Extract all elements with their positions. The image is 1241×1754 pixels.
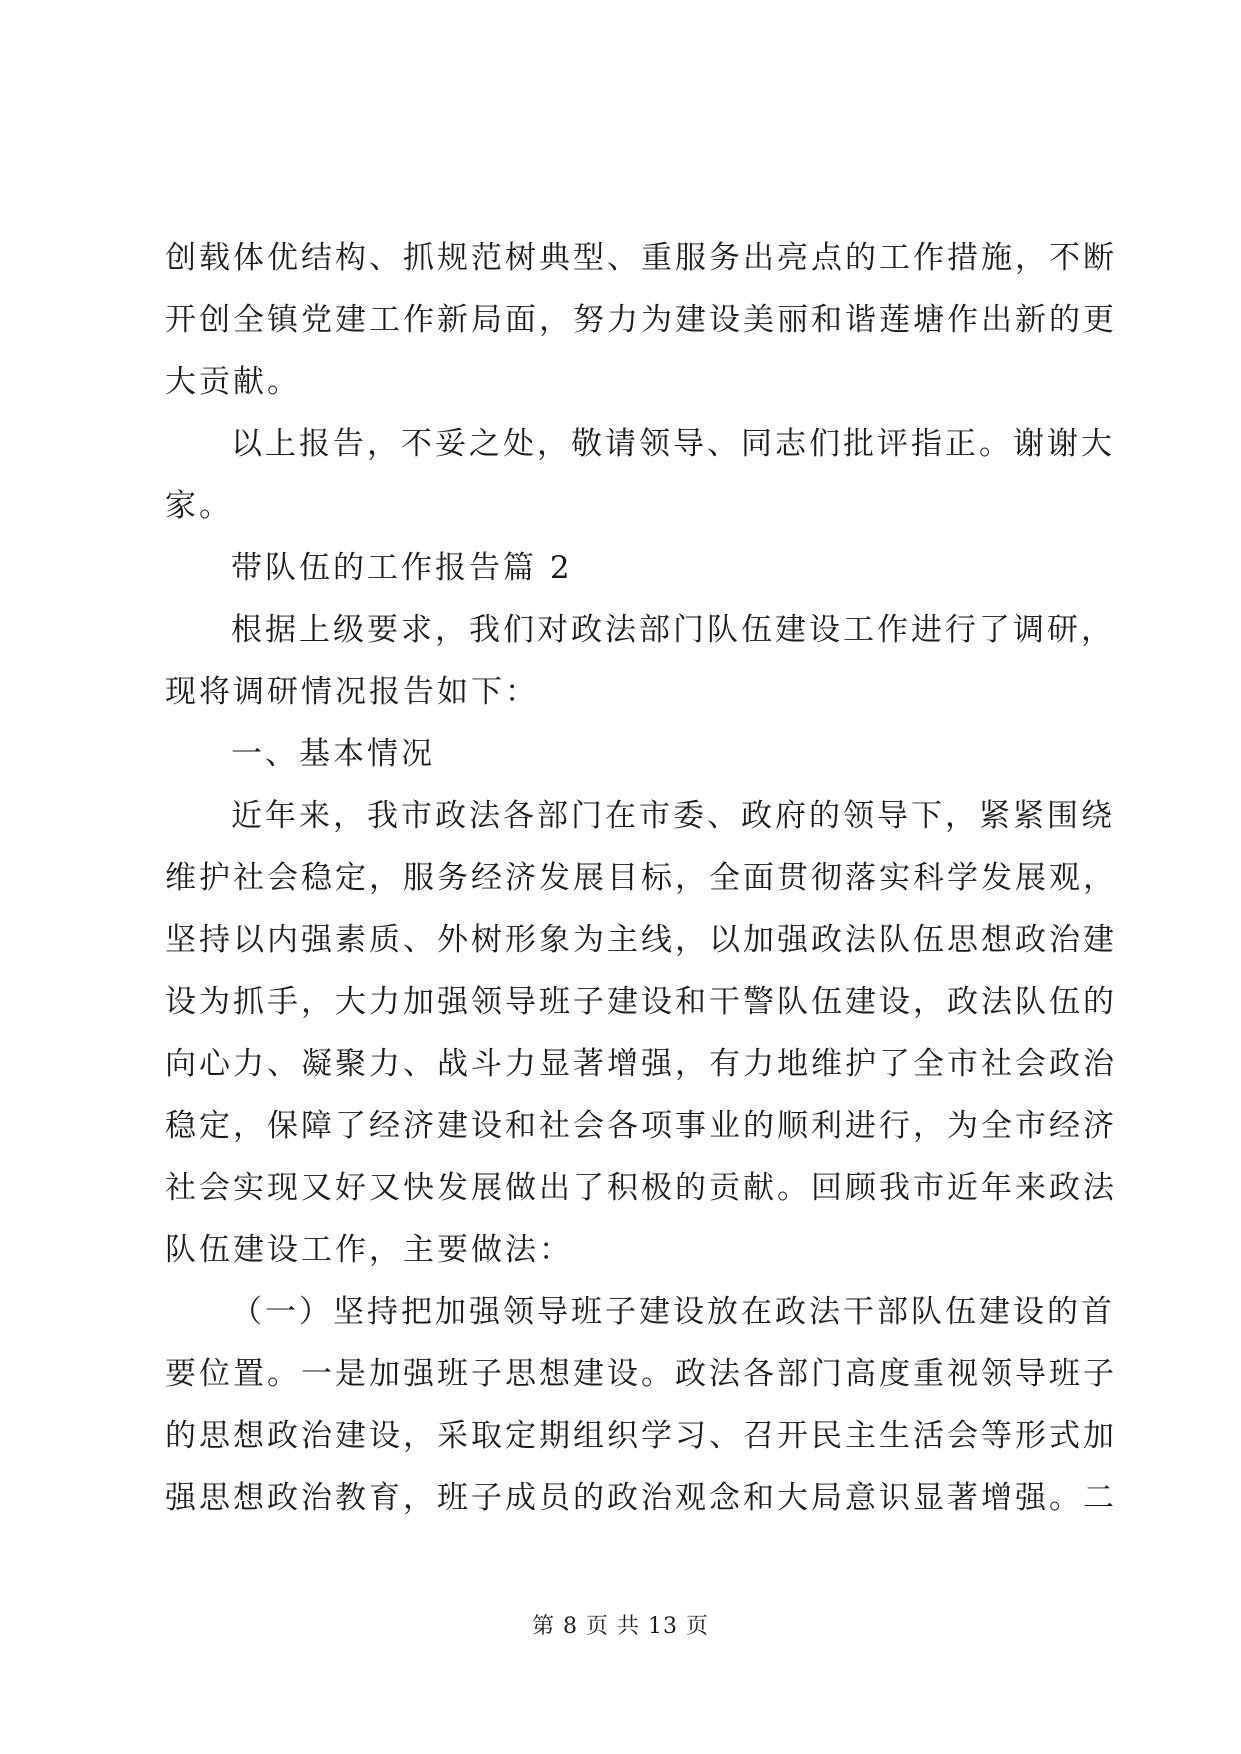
body-text bbox=[165, 227, 1117, 1529]
text-line: 以上报告，不妥之处，敬请领导、同志们批评指正。谢谢大 bbox=[231, 426, 1115, 462]
text-line: （一）坚持把加强领导班子建设放在政法干部队伍建设的首 bbox=[231, 1294, 1115, 1330]
text-line: 要位置。一是加强班子思想建设。政法各部门高度重视领导班子 bbox=[165, 1356, 1117, 1392]
text-line: 稳定，保障了经济建设和社会各项事业的顺利进行，为全市经济 bbox=[165, 1108, 1117, 1144]
text-line: 创载体优结构、抓规范树典型、重服务出亮点的工作措施，不断 bbox=[165, 240, 1117, 276]
text-line: 大贡献。 bbox=[165, 364, 301, 400]
text-line: 维护社会稳定，服务经济发展目标，全面贯彻落实科学发展观， bbox=[165, 860, 1117, 896]
text-line: 社会实现又好又快发展做出了积极的贡献。回顾我市近年来政法 bbox=[165, 1170, 1117, 1206]
text-line: 根据上级要求，我们对政法部门队伍建设工作进行了调研， bbox=[231, 612, 1115, 648]
text-line: 近年来，我市政法各部门在市委、政府的领导下，紧紧围绕 bbox=[231, 798, 1115, 834]
text-line: 一、基本情况 bbox=[231, 736, 435, 772]
text-line: 的思想政治建设，采取定期组织学习、召开民主生活会等形式加 bbox=[165, 1418, 1117, 1454]
text-line: 开创全镇党建工作新局面，努力为建设美丽和谐莲塘作出新的更 bbox=[165, 302, 1117, 338]
page-footer: 第 8 页 共 13 页 bbox=[532, 1614, 709, 1639]
text-line: 家。 bbox=[165, 488, 233, 524]
text-line: 队伍建设工作，主要做法： bbox=[165, 1232, 573, 1268]
text-line: 现将调研情况报告如下： bbox=[165, 674, 539, 710]
text-line: 向心力、凝聚力、战斗力显著增强，有力地维护了全市社会政治 bbox=[165, 1046, 1117, 1082]
text-line: 带队伍的工作报告篇 2 bbox=[231, 550, 573, 586]
text-line: 坚持以内强素质、外树形象为主线，以加强政法队伍思想政治建 bbox=[165, 922, 1117, 958]
text-line: 强思想政治教育，班子成员的政治观念和大局意识显著增强。二 bbox=[165, 1480, 1117, 1516]
text-line: 设为抓手，大力加强领导班子建设和干警队伍建设，政法队伍的 bbox=[165, 984, 1117, 1020]
